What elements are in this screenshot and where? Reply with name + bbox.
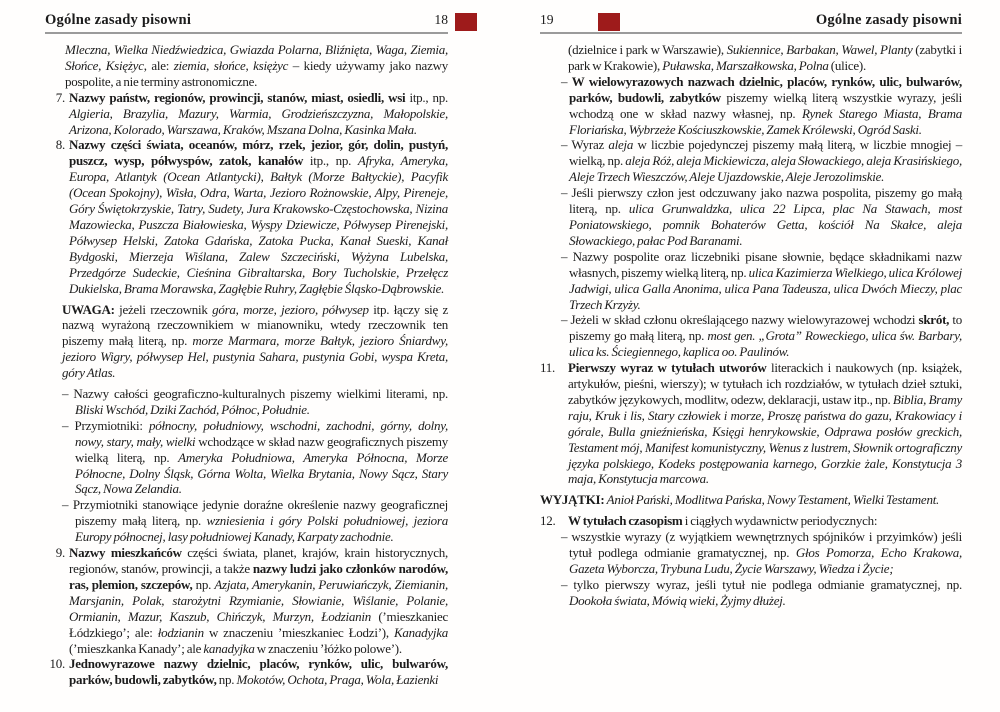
item-number: 9.: [55, 545, 65, 561]
dash-item: [45, 386, 448, 418]
item-text: [69, 656, 448, 688]
text-run: – wszystkie wyrazy (z wyjątkiem wewnętrznych spójników i przyimków) jeśli tytuł podlega odmianie gramatycznej, np.: [561, 529, 962, 561]
text-run: Mleczna, Wielka Niedźwiedzica, Gwiazda Polarna, Bliźnięta, Waga, Ziemia, Słońce, Księżyc: [65, 42, 448, 73]
text-run: itp., np.: [303, 153, 358, 169]
text-run: łodzianin: [157, 624, 204, 640]
text-run: (ulice).: [828, 57, 866, 73]
text-run: – Nazwy pospolite oraz liczebniki pisane słownie, będące składnikami nazw własnych, piszemy wielką literą, np.: [561, 248, 962, 280]
dash-item: [540, 577, 962, 609]
text-run: W wielowyrazowych nazwach dzielnic, placów, rynków, ulic, bulwarów, parków, budowli, zabytków: [569, 73, 962, 105]
text-run: w liczbie pojedynczej piszemy małą literą, w liczbie mnogiej – wielką, np.: [569, 137, 962, 169]
text-run: to piszemy go małą literą, np.: [569, 312, 963, 344]
text-run: literackich i naukowych (np. książek, artykułów, pieśni, wierszy); w tytułach ich rozdziałów, w tytułach dzieł sztuki, zabytków językowych, modlitw, odezw, deklaracji, ustaw itp., np.: [568, 360, 962, 407]
text-run: Pierwszy wyraz w tytułach utworów: [568, 360, 767, 376]
text-run: skrót,: [918, 312, 950, 328]
numbered-item: [540, 513, 962, 529]
numbered-item: [45, 90, 448, 138]
text-run: – Przymiotniki:: [62, 417, 150, 433]
item-number: 8.: [55, 137, 65, 153]
text-run: Mokotów, Ochota, Praga, Wola, Łazienki: [236, 672, 439, 688]
running-head: Ogólne zasady pisowni: [45, 12, 192, 28]
text-run: wchodzące w skład nazw geograficznych piszemy wielką literą, np.: [75, 433, 448, 465]
item-text: [69, 545, 448, 656]
item-text: [69, 90, 448, 138]
red-marker: [455, 13, 477, 31]
dash-item: [540, 137, 962, 185]
text-run: (dzielnice i park w Warszawie),: [568, 42, 727, 57]
text-run: – Nazwy całości geograficzno-kulturalnych piszemy wielkimi literami, np.: [62, 386, 448, 402]
red-marker: [598, 13, 620, 31]
page-left-header: [45, 12, 448, 29]
text-run: i ciągłych wydawnictw periodycznych:: [682, 513, 878, 529]
text-run: ziemia, słońce, księżyc: [173, 57, 289, 73]
text-run: W tytułach czasopism: [568, 513, 683, 529]
text-run: Rynek Starego Miasta, Brama Floriańska, Wybrzeże Kościuszkowskie, Zamek Królewski, Ogród Saski.: [569, 105, 963, 137]
text-run: Afryka, Ameryka, Europa, Atlantyk (Ocean Atlantycki), Bałtyk (Morze Bałtyckie), Pacyfik (Ocean Spokojny), Wisła, Odra, Warta, Jezioro Rożnowskie, Alpy, Pireneje, Góry Świętokrzyskie, Tatry, Sudety, Jura Krakowsko-Częstochowska, Nizina Mazowiecka, Puszcza Białowieska, Wyspy Dziewicze, Półwysep Pirenejski, Półwysep Helski, Zatoka Gdańska, Zatoka Pucka, Kanał Sueski, Kanał Bydgoski, Mierzeja Wiślana, Zalew Szczeciński, Wyżyna Lubelska, Przedgórze Sudeckie, Cieśnina Gibraltarska, Bory Tucholskie, Przełęcz Dukielska, Brama Morawska, Zagłębie Ruhry, Zagłębie Śląsko-Dąbrowskie.: [69, 153, 448, 296]
item-number: 11.: [540, 360, 556, 376]
numbered-item: [45, 656, 448, 688]
numbered-item: [45, 545, 448, 656]
text-run: północny, południowy, wschodni, zachodni, górny, dolny, nowy, stary, mały, wielki: [75, 417, 448, 449]
dash-item: [45, 418, 448, 498]
page-right-body: [540, 42, 962, 609]
text-run: aleja Róż, aleja Mickiewicza, aleja Słowackiego, aleja Krasińskiego, Aleje Trzech Wieszczów, Aleje Ujazdowskie, Aleje Jerozolimskie.: [569, 153, 962, 185]
text-run: aleja: [608, 137, 634, 153]
text-run: – Jeżeli w skład członu określającego nazwy wielowyrazowej wchodzi: [561, 312, 919, 328]
text-run: Bliski Wschód, Dziki Zachód, Północ, Południe.: [75, 401, 310, 417]
text-run: góra, morze, jezioro, półwysep: [212, 301, 369, 317]
text-run: WYJĄTKI:: [540, 492, 605, 508]
text-run: w znaczeniu ’mieszkaniec Łodzi’),: [203, 624, 394, 640]
paragraph: [65, 42, 448, 90]
text-run: Biblia, Bramy raju, Kruk i lis, Stary człowiek i morze, Proszę państwa do gazu, Krakowiacy i górale, Bulla gnieźnieńska, Księgi henrykowskie, Odprawa posłów greckich, Testament mój, Manifest komunistyczny, Wenus z lustrem, Słownik ortograficzny języka polskiego, Kodeks postępowania karnego, Gorzkie żale, Konstytucja 3 maja, Konstytucja marcowa.: [568, 391, 962, 487]
text-run: wzniesienia i góry Polski południowej, jeziora Europy północnej, lasy południowej Kanady, Karpaty zachodnie.: [75, 513, 448, 545]
item-number: 12.: [540, 513, 556, 529]
text-run: itp., np.: [405, 89, 449, 105]
text-run: Algieria, Brazylia, Mazury, Warmia, Grodzieńszczyzna, Małopolskie, Arizona, Kolorado, Warszawa, Kraków, Mszana Dolna, Kasinka Mała.: [69, 105, 448, 137]
item-text: [69, 137, 448, 296]
text-run: piszemy wielką literą wszystkie wyrazy, jeśli wchodzą one w skład nazwy własnej, np.: [569, 89, 962, 121]
text-run: – Wyraz: [561, 137, 609, 153]
text-run: jeżeli rzeczownik: [114, 301, 213, 317]
text-run: (’mieszkaniec Łódzkiego’; ale:: [69, 608, 448, 640]
dash-item: [540, 529, 962, 577]
page-left-body: [45, 42, 448, 688]
paragraph: [568, 42, 962, 74]
text-run: kanadyjka: [203, 640, 255, 656]
numbered-item: [540, 360, 962, 487]
item-text: [568, 513, 962, 529]
text-run: most gen. „Grota” Roweckiego, ulica św. Barbary, ulica ks. Ściegiennego, kaplica oo. Paulinów.: [569, 328, 962, 360]
dash-item: [540, 249, 962, 313]
text-run: (’mieszkanka Kanady’; ale: [69, 640, 204, 656]
text-run: – tylko pierwszy wyraz, jeśli tytuł nie podlega odmianie gramatycznej, np.: [561, 576, 962, 592]
text-run: Anioł Pański, Modlitwa Pańska, Nowy Testament, Wielki Testament.: [606, 492, 940, 508]
text-run: ulica Kazimierza Wielkiego, ulica Królowej Jadwigi, ulica Galla Anonima, ulica Pana Tadeusza, ulica Dwóch Mieczy, plac Trzech Krzyży.: [569, 264, 963, 312]
text-run: Ameryka Południowa, Ameryka Północna, Morze Północne, Dolny Śląsk, Górna Wolta, Wielka Brytania, Nowy Sącz, Stary Sącz, Nowa Zelandia.: [75, 449, 448, 497]
text-run: Sukiennice, Barbakan, Wawel, Planty: [726, 42, 913, 57]
text-run: nazwy ludzi jako członków narodów, ras, plemion, szczepów,: [69, 561, 448, 592]
page-left: [45, 12, 448, 688]
header-rule: [540, 32, 962, 34]
page-right: [540, 12, 962, 609]
note-paragraph: [540, 492, 962, 508]
text-run: UWAGA:: [62, 301, 115, 317]
dash-item: [540, 185, 962, 249]
text-run: – kiedy używamy jako nazwy pospolite, a nie terminy astronomiczne.: [65, 57, 448, 89]
note-paragraph: [62, 302, 448, 382]
text-run: morze Marmara, morze Bałtyk, jezioro Śniardwy, jezioro Wigry, półwysep Hel, pustynia Sahara, pustynia Gobi, wyspa Kreta, góry Atlas.: [62, 333, 449, 381]
item-number: 10.: [49, 656, 65, 672]
item-text: [568, 360, 962, 487]
dash-item: [540, 74, 962, 138]
text-run: Nazwy państw, regionów, prowincji, stanów, miast, osiedli, wsi: [69, 89, 406, 105]
text-run: ulica Grunwaldzka, ulica 22 Lipca, plac Na Stawach, most Poniatowskiego, pomnik Bohaterów Getta, kościół Na Skałce, aleja Słowackiego, pałac Pod Baranami.: [569, 201, 962, 248]
text-run: Dookoła świata, Mówią wieki, Żyjmy dłużej.: [569, 592, 786, 608]
page-number: 19: [540, 12, 554, 27]
numbered-item: [45, 137, 448, 296]
text-run: Nazwy mieszkańców: [69, 545, 182, 561]
text-run: , ale:: [143, 57, 174, 73]
text-run: Azjata, Amerykanin, Peruwiańczyk, Ziemianin, Marsjanin, Polak, starożytni Rzymianie, Słowianie, Wiślanie, Polanie, Ormianin, Mazur, Kaszub, Chińczyk, Murzyn, Łodzianin: [69, 576, 448, 624]
header-rule: [45, 32, 448, 34]
text-run: części świata, planet, krajów, krain historycznych, regionów, stanów, prowincji, a także: [69, 545, 448, 576]
text-run: –: [561, 73, 572, 89]
running-head: Ogólne zasady pisowni: [815, 12, 962, 28]
text-run: Jednowyrazowe nazwy dzielnic, placów, rynków, ulic, bulwarów, parków, budowli, zabytków,: [69, 656, 448, 688]
text-run: np.: [216, 672, 237, 688]
text-run: Kanadyjka: [393, 624, 449, 640]
text-run: w znaczeniu ’łóżko polowe’).: [254, 640, 402, 656]
dash-item: [45, 497, 448, 545]
item-number: 7.: [55, 89, 65, 105]
text-run: – Przymiotniki stanowiące jedynie doraźne określenie nazwy geograficznej piszemy małą literą, np.: [62, 497, 448, 529]
text-run: np.: [192, 576, 215, 592]
text-run: Nazwy części świata, oceanów, mórz, rzek, jezior, gór, dolin, pustyń, puszcz, wysp, półwyspów, zatok, kanałów: [69, 137, 448, 169]
text-run: itp. łączy się z nazwą wyrażoną rzeczownikiem w mianowniku, wtedy rzeczownik ten piszemy małą literą, np.: [62, 301, 448, 349]
page-number: 18: [434, 12, 448, 27]
text-run: Głos Pomorza, Echo Krakowa, Gazeta Wyborcza, Trybuna Ludu, Życie Warszawy, Wiedza i Życie;: [569, 545, 962, 576]
text-run: (zabytki i park w Krakowie),: [568, 42, 963, 73]
dash-item: [540, 312, 962, 360]
text-run: – Jeśli pierwszy człon jest odczuwany jako nazwa pospolita, piszemy go małą literą, np.: [561, 185, 962, 217]
text-run: Puławska, Marszałkowska, Polna: [662, 57, 829, 73]
